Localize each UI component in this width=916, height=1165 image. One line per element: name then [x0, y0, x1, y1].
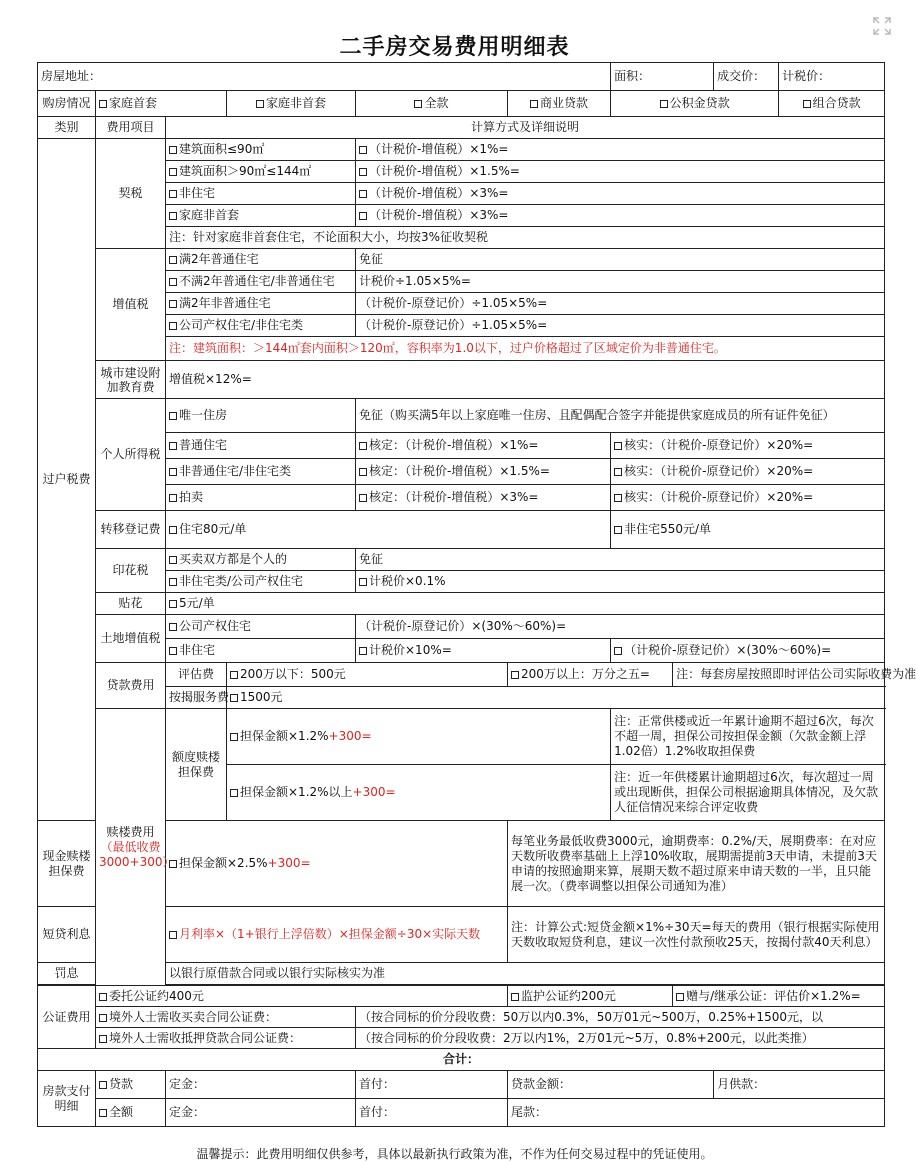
quota-note: 注：近一年供楼累计逾期超过6次，每次超过一周或出现断供，担保公司根据逾期具体情况，及欠款人征信情况来综合评定收费 — [611, 765, 885, 821]
footnote: 温馨提示：此费用明细仅供参考，具体以最新执行政策为准，不作为任何交易过程中的凭证使用。 — [196, 1147, 713, 1161]
option-label: 非住宅550元/单 — [624, 522, 712, 536]
appraisal-label: 评估费 — [166, 663, 227, 687]
checkbox-icon[interactable] — [359, 578, 367, 586]
income-calc: 免征（购买满5年以上家庭唯一住房、且配偶配合签字并能提供家庭成员的所有证件免征） — [356, 399, 885, 433]
transfer-reg-label: 转移登记费 — [96, 511, 166, 549]
option-label: 200万以上：万分之五= — [521, 667, 650, 681]
calc-text: 核定：（计税价-增值税）×1.5%= — [369, 464, 550, 478]
notary-gift[interactable] — [673, 986, 885, 1007]
income-verified[interactable] — [611, 485, 885, 511]
cond-label: 公司产权住宅/非住宅类 — [179, 318, 304, 332]
calc-text: 核实：（计税价-原登记价）×20%= — [624, 438, 814, 452]
page-title: 二手房交易费用明细表 — [339, 34, 570, 60]
urban-calc: 增值税×12%= — [166, 361, 885, 399]
calc-text: 核定：（计税价-增值税）×1%= — [369, 438, 539, 452]
redemption-label: 赎楼费用 — [106, 824, 155, 839]
appraisal-opt1[interactable] — [227, 663, 508, 687]
deed-tax-label: 契税 — [96, 139, 166, 249]
checkbox-icon[interactable] — [414, 100, 422, 108]
purchase-opt-full[interactable] — [356, 91, 508, 117]
income-cond[interactable] — [166, 485, 356, 511]
checkbox-icon[interactable] — [169, 860, 177, 868]
checkbox-icon[interactable] — [169, 168, 177, 176]
payment-down[interactable]: 首付： — [356, 1099, 508, 1127]
land-vat-label: 土地增值税 — [96, 615, 166, 663]
calc-text: 担保金额×1.2% — [240, 729, 329, 743]
option-label: 全款 — [424, 96, 449, 110]
purchase-opt-nonfirst[interactable] — [227, 91, 356, 117]
quota-note: 注：正常供楼或近一年累计逾期不超过6次，每次不超一周，担保公司按担保金额（欠款金额上浮1.02倍）1.2%收取担保费 — [611, 709, 885, 765]
option-label: 200万以下：500元 — [240, 667, 346, 681]
checkbox-icon[interactable] — [99, 1014, 107, 1022]
income-verified[interactable] — [611, 459, 885, 485]
checkbox-icon[interactable] — [359, 146, 367, 154]
payment-loan-amount[interactable]: 贷款金额： — [508, 1071, 714, 1099]
cond-label: 非住宅 — [179, 186, 216, 200]
cash-calc[interactable] — [166, 821, 508, 907]
checkbox-icon[interactable] — [169, 623, 177, 631]
short-loan-calc[interactable] — [166, 907, 508, 963]
cond-label: 拍卖 — [179, 490, 204, 504]
option-label: 家庭首套 — [109, 96, 158, 110]
sticker-calc[interactable] — [166, 593, 885, 615]
vat-calc: （计税价-原登记价）÷1.05×5%= — [356, 293, 885, 315]
vat-cond[interactable] — [166, 249, 356, 271]
payment-category: 房款支付明细 — [38, 1071, 96, 1127]
checkbox-icon[interactable] — [169, 600, 177, 608]
checkbox-icon[interactable] — [359, 212, 367, 220]
calc-text: 核定：（计税价-增值税）×3%= — [369, 490, 539, 504]
calc-text: （计税价-增值税）×1.5%= — [369, 164, 520, 178]
deed-note: 注：针对家庭非首套住宅，不论面积大小，均按3%征收契税 — [166, 227, 885, 249]
stamp-cond[interactable] — [166, 571, 356, 593]
address-row — [38, 63, 885, 91]
cond-label: 公司产权住宅 — [179, 619, 252, 633]
checkbox-icon[interactable] — [676, 993, 684, 1001]
checkbox-icon[interactable] — [169, 556, 177, 564]
checkbox-icon[interactable] — [169, 931, 177, 939]
vat-calc: （计税价-原登记价）÷1.05×5%= — [356, 315, 885, 337]
checkbox-icon[interactable] — [660, 100, 668, 108]
notary-entrust[interactable] — [96, 986, 508, 1007]
checkbox-icon[interactable] — [99, 993, 107, 1001]
option-label: 贷款 — [109, 1077, 134, 1091]
checkbox-icon[interactable] — [99, 1035, 107, 1043]
checkbox-icon[interactable] — [169, 146, 177, 154]
deed-calc[interactable] — [356, 205, 885, 227]
stamp-cond[interactable] — [166, 549, 356, 571]
service-opt[interactable] — [227, 687, 885, 709]
notary-foreign-mortgage[interactable] — [96, 1028, 356, 1049]
service-label: 按揭服务费 — [166, 687, 227, 709]
calc-text: 核实：（计税价-原登记价）×20%= — [624, 464, 814, 478]
checkbox-icon[interactable] — [614, 468, 622, 476]
payment-deposit[interactable]: 定金： — [166, 1071, 356, 1099]
checkbox-icon[interactable] — [99, 1109, 107, 1117]
purchase-label: 购房情况 — [38, 91, 96, 117]
checkbox-icon[interactable] — [614, 526, 622, 534]
notary-custody[interactable] — [508, 986, 673, 1007]
checkbox-icon[interactable] — [169, 300, 177, 308]
land-cond[interactable] — [166, 639, 356, 663]
payment-loan-opt[interactable] — [96, 1071, 166, 1099]
urban-label: 城市建设附加教育费 — [96, 361, 166, 399]
option-label: 监护公证约200元 — [521, 988, 616, 1003]
purchase-row — [38, 91, 885, 117]
vat-calc: 免征 — [356, 249, 885, 271]
cond-label: 建筑面积≤90㎡ — [179, 142, 265, 156]
checkbox-icon[interactable] — [511, 671, 519, 679]
notary-foreign-mortgage-rule: （按合同标的价分段收费：2万以内1%，2万01元~5万，0.8%+200元，以此类推） — [356, 1028, 885, 1049]
checkbox-icon[interactable] — [169, 526, 177, 534]
calc-red-text: +300= — [267, 856, 311, 870]
option-label: 公积金贷款 — [669, 96, 730, 110]
checkbox-icon[interactable] — [359, 168, 367, 176]
col-category: 类别 — [38, 117, 96, 139]
checkbox-icon[interactable] — [530, 100, 538, 108]
option-label: 1500元 — [240, 690, 283, 704]
payment-balance[interactable]: 尾款： — [508, 1099, 885, 1127]
transfer-reg-opt2[interactable] — [611, 511, 885, 549]
notary-category: 公证费用 — [38, 986, 96, 1049]
vat-label: 增值税 — [96, 249, 166, 361]
checkbox-icon[interactable] — [99, 1081, 107, 1089]
cash-label: 现金赎楼担保费 — [38, 821, 96, 907]
loan-category: 贷款费用 — [96, 663, 166, 709]
vat-calc: 计税价÷1.05×5%= — [356, 271, 885, 293]
calc-text: （计税价-增值税）×1%= — [369, 142, 509, 156]
checkbox-icon[interactable] — [169, 212, 177, 220]
total-label: 合计： — [38, 1049, 885, 1071]
payment-full-opt[interactable] — [96, 1099, 166, 1127]
vat-cond[interactable] — [166, 315, 356, 337]
stamp-label: 印花税 — [96, 549, 166, 593]
calc-text: 核实：（计税价-原登记价）×20%= — [624, 490, 814, 504]
checkbox-icon[interactable] — [169, 442, 177, 450]
checkbox-icon[interactable] — [169, 578, 177, 586]
cond-label: 非住宅 — [179, 643, 216, 657]
cash-note: 每笔业务最低收费3000元，逾期费率：0.2%/天，展期费率：在对应天数所收费率基础上上浮10%收取，展期需提前3天申请，未提前3天申请的按照逾期来算，展期天数不超过原来申请天数的一半，且只能展一次。（费率调整以担保公司通知为准） — [508, 821, 885, 907]
land-calc: （计税价-原登记价）×(30%～60%)= — [356, 615, 885, 639]
deed-cond[interactable] — [166, 183, 356, 205]
sticker-label: 贴花 — [96, 593, 166, 615]
deal-price-label[interactable]: 成交价： — [714, 63, 779, 91]
checkbox-icon[interactable] — [169, 412, 177, 420]
checkbox-icon[interactable] — [359, 468, 367, 476]
checkbox-icon[interactable] — [169, 322, 177, 330]
calc-text: 计税价×10%= — [369, 643, 452, 657]
income-assessed[interactable] — [356, 485, 611, 511]
income-assessed[interactable] — [356, 459, 611, 485]
checkbox-icon[interactable] — [614, 647, 622, 655]
deed-calc[interactable] — [356, 139, 885, 161]
option-label: 组合贷款 — [812, 96, 861, 110]
transfer-reg-opt1[interactable] — [166, 511, 611, 549]
checkbox-icon[interactable] — [169, 278, 177, 286]
notary-foreign-sale-rule: （按合同标的价分段收费：50万以内0.3%，50万01元~500万，0.25%+1500元，以 — [356, 1007, 885, 1028]
checkbox-icon[interactable] — [169, 494, 177, 502]
checkbox-icon[interactable] — [511, 993, 519, 1001]
income-verified[interactable] — [611, 433, 885, 459]
cond-label: 满2年普通住宅 — [179, 252, 259, 266]
land-cond[interactable] — [166, 615, 356, 639]
calc-text: 月利率×（1+银行上浮倍数）×担保金额÷30×实际天数 — [179, 927, 481, 941]
notary-foreign-sale[interactable] — [96, 1007, 356, 1028]
quota-label: 额度赎楼担保费 — [166, 709, 227, 821]
short-loan-note: 注：计算公式:短贷金额×1%÷30天=每天的费用（银行根据实际使用天数收取短贷利息，建议一次性付款预收25天，按揭付款40天利息） — [508, 907, 885, 963]
calc-text: 担保金额×1.2%以上 — [240, 785, 353, 799]
checkbox-icon[interactable] — [359, 494, 367, 502]
calc-text: （计税价-增值税）×3%= — [369, 186, 509, 200]
deed-cond[interactable] — [166, 205, 356, 227]
cond-label: 非普通住宅/非住宅类 — [179, 464, 292, 478]
option-label: 全额 — [109, 1105, 134, 1119]
option-label: 境外人士需收抵押贷款合同公证费： — [109, 1030, 302, 1045]
calc-text: （计税价-原登记价）×(30%～60%)= — [624, 643, 832, 657]
checkbox-icon[interactable] — [230, 789, 238, 797]
col-item: 费用项目 — [96, 117, 166, 139]
checkbox-icon[interactable] — [169, 468, 177, 476]
area-label[interactable]: 面积： — [611, 63, 714, 91]
cond-label: 非住宅类/公司产权住宅 — [179, 574, 304, 588]
quota-calc[interactable] — [227, 765, 611, 821]
income-cond[interactable] — [166, 399, 356, 433]
deed-calc[interactable] — [356, 161, 885, 183]
redemption-category — [96, 709, 175, 986]
stamp-calc: 免征 — [356, 549, 885, 571]
calc-text: 担保金额×2.5% — [179, 856, 268, 870]
income-assessed[interactable] — [356, 433, 611, 459]
vat-cond[interactable] — [166, 271, 356, 293]
income-cond[interactable] — [166, 433, 356, 459]
calc-text: 5元/单 — [179, 596, 215, 610]
vat-cond[interactable] — [166, 293, 356, 315]
address-label[interactable]: 房屋地址： — [38, 63, 611, 91]
option-label: 住宅80元/单 — [179, 522, 247, 536]
calc-text: 计税价×0.1% — [369, 574, 446, 588]
deed-calc[interactable] — [356, 183, 885, 205]
cond-label: 建筑面积＞90㎡≤144㎡ — [179, 164, 312, 178]
cond-label: 唯一住房 — [179, 408, 228, 422]
payment-monthly[interactable]: 月供款： — [714, 1071, 885, 1099]
fee-table — [37, 62, 916, 1127]
option-label: 境外人士需收买卖合同公证费： — [109, 1009, 278, 1024]
option-label: 商业贷款 — [540, 96, 589, 110]
income-cond[interactable] — [166, 459, 356, 485]
checkbox-icon[interactable] — [169, 647, 177, 655]
checkbox-icon[interactable] — [169, 190, 177, 198]
vat-note: 注：建筑面积：＞144㎡套内面积＞120㎡，容积率为1.0以下，过户价格超过了区域定价为非普通住宅。 — [166, 337, 885, 361]
penalty-calc: 以银行原借款合同或以银行实际核实为准 — [166, 963, 885, 985]
deed-cond[interactable] — [166, 139, 356, 161]
checkbox-icon[interactable] — [359, 647, 367, 655]
transfer-tax-category: 过户税费 — [38, 139, 96, 821]
option-label: 赠与/继承公证：评估价×1.2%= — [686, 988, 861, 1003]
checkbox-icon[interactable] — [230, 671, 238, 679]
checkbox-icon[interactable] — [230, 694, 238, 702]
short-loan-label: 短贷利息 — [38, 907, 96, 963]
income-tax-label: 个人所得税 — [96, 399, 166, 511]
payment-down[interactable]: 首付： — [356, 1071, 508, 1099]
cond-label: 买卖双方都是个人的 — [179, 552, 288, 566]
purchase-opt-fund[interactable] — [611, 91, 779, 117]
option-label: 委托公证约400元 — [109, 988, 204, 1003]
deed-cond[interactable] — [166, 161, 356, 183]
checkbox-icon[interactable] — [230, 733, 238, 741]
checkbox-icon[interactable] — [359, 442, 367, 450]
column-header-row — [38, 117, 885, 139]
calc-red-text: +300= — [352, 785, 396, 799]
checkbox-icon[interactable] — [614, 442, 622, 450]
checkbox-icon[interactable] — [614, 494, 622, 502]
checkbox-icon[interactable] — [256, 100, 264, 108]
option-label: 家庭非首套 — [265, 96, 326, 110]
stamp-calc[interactable] — [356, 571, 885, 593]
quota-calc[interactable] — [227, 709, 611, 765]
purchase-opt-combo[interactable] — [779, 91, 885, 117]
tax-price-label[interactable]: 计税价： — [779, 63, 885, 91]
purchase-opt-commercial[interactable] — [508, 91, 611, 117]
checkbox-icon[interactable] — [99, 100, 107, 108]
checkbox-icon[interactable] — [359, 190, 367, 198]
purchase-opt-first[interactable] — [96, 91, 227, 117]
cond-label: 家庭非首套 — [179, 208, 240, 222]
penalty-label: 罚息 — [38, 963, 96, 985]
cond-label: 不满2年普通住宅/非普通住宅 — [179, 274, 335, 288]
cond-label: 满2年非普通住宅 — [179, 296, 271, 310]
calc-text: （计税价-增值税）×3%= — [369, 208, 509, 222]
payment-deposit[interactable]: 定金： — [166, 1099, 356, 1127]
checkbox-icon[interactable] — [803, 100, 811, 108]
land-calc[interactable] — [356, 639, 611, 663]
redemption-min-fee: （最低收费3000+300） — [99, 839, 175, 869]
cond-label: 普通住宅 — [179, 438, 228, 452]
land-calc-2[interactable] — [611, 639, 885, 663]
col-method: 计算方式及详细说明 — [166, 117, 885, 139]
calc-red-text: +300= — [328, 729, 372, 743]
appraisal-note: 注：每套房屋按照即时评估公司实际收费为准 — [673, 663, 885, 687]
checkbox-icon[interactable] — [169, 256, 177, 264]
appraisal-opt2[interactable] — [508, 663, 673, 687]
